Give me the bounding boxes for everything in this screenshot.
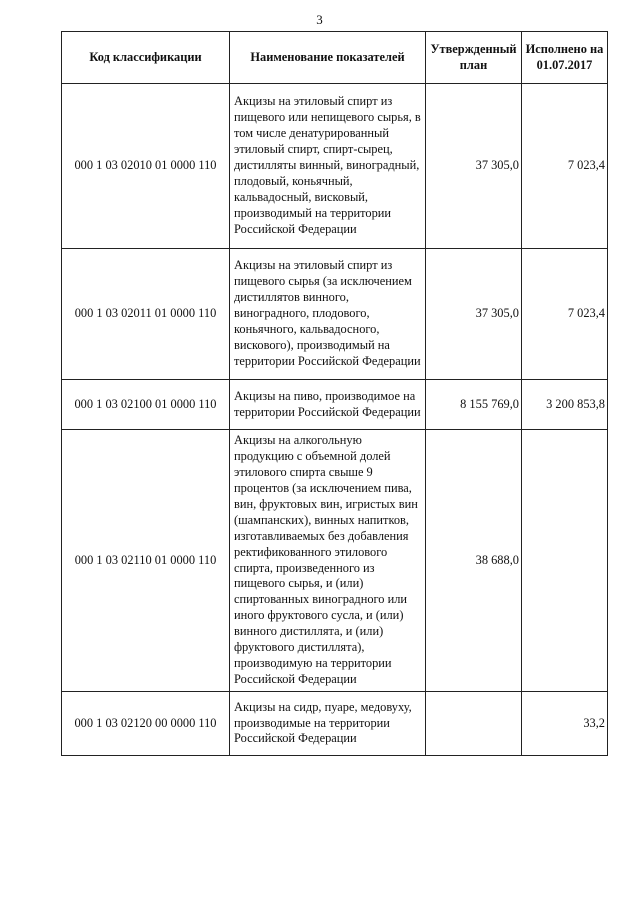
table-row — [62, 380, 608, 430]
row-plan: 8 155 769,0 — [426, 380, 522, 430]
row-code: 000 1 03 02120 00 0000 110 — [62, 692, 230, 756]
table-row — [62, 84, 608, 249]
table-header-row — [62, 32, 608, 84]
row-plan: 37 305,0 — [426, 249, 522, 380]
row-plan: 37 305,0 — [426, 84, 522, 249]
row-name: Акцизы на алкогольную продукцию с объемной долей этилового спирта свыше 9 процентов (за исключением пива, вин, фруктовых вин, игристых вин (шампанских), винных напитков, изготавливаемых без добавления ректификованного этилового спирта, произведенного из пищевого сырья, и (или) спиртованных виноградного или иного фруктового сусла, и (или) винного дистиллята, и (или) фруктового дистиллята), производимую на территории Российской Федерации — [230, 430, 426, 692]
row-plan: 38 688,0 — [426, 430, 522, 692]
header-code: Код классификации — [62, 32, 230, 84]
header-done: Исполнено на 01.07.2017 — [522, 32, 608, 84]
report-table — [61, 31, 608, 756]
row-code: 000 1 03 02010 01 0000 110 — [62, 84, 230, 249]
row-done — [522, 430, 608, 692]
row-code: 000 1 03 02100 01 0000 110 — [62, 380, 230, 430]
row-name: Акцизы на этиловый спирт из пищевого сырья (за исключением дистиллятов винного, виноградного, плодового, коньячного, кальвадосного, вискового), производимый на территории Российской Федерации — [230, 249, 426, 380]
table-row — [62, 430, 608, 692]
row-code: 000 1 03 02011 01 0000 110 — [62, 249, 230, 380]
header-plan: Утвержденный план — [426, 32, 522, 84]
row-done: 3 200 853,8 — [522, 380, 608, 430]
table-row — [62, 692, 608, 756]
row-name: Акцизы на пиво, производимое на территории Российской Федерации — [230, 380, 426, 430]
header-name: Наименование показателей — [230, 32, 426, 84]
row-done: 7 023,4 — [522, 249, 608, 380]
page-number: 3 — [316, 12, 323, 27]
row-plan — [426, 692, 522, 756]
row-done: 33,2 — [522, 692, 608, 756]
row-done: 7 023,4 — [522, 84, 608, 249]
row-name: Акцизы на этиловый спирт из пищевого или непищевого сырья, в том числе денатурированный этиловый спирт, спирт-сырец, дистилляты винный, виноградный, плодовый, коньячный, кальвадосный, висковый, производимый на территории Российской Федерации — [230, 84, 426, 249]
row-code: 000 1 03 02110 01 0000 110 — [62, 430, 230, 692]
row-name: Акцизы на сидр, пуаре, медовуху, производимые на территории Российской Федерации — [230, 692, 426, 756]
table-row — [62, 249, 608, 380]
